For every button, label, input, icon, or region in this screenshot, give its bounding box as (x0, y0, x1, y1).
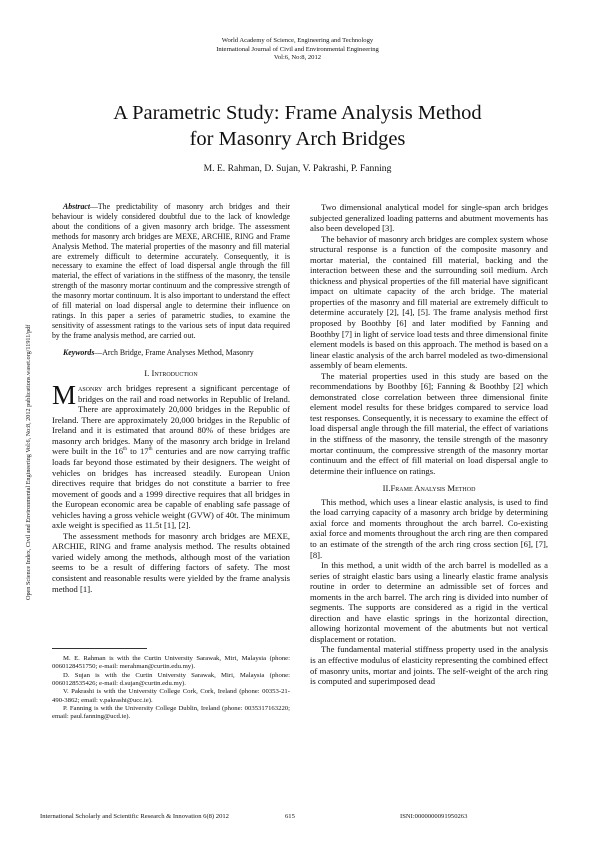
drop-cap: M (52, 380, 77, 411)
body-paragraph: This method, which uses a linear elastic analysis, is used to find the load carrying capacity of a masonry arch bridge by determining axial force and moments throughout the arch barrel. Co-existing axial force and moments throughout the arch ring are then compared to an estimate of the strength of the arch ring cross section [6], [7], [8]. (310, 496, 548, 560)
right-column (310, 202, 548, 687)
intro-paragraph-1 (52, 380, 290, 531)
body-paragraph: The behavior of masonry arch bridges are complex system whose structural response is a function of the composite masonry and mortar material, the contained fill material, backing and the interaction between these and the surrounding soil medium. Arch thickness and physical properties of the fill material have significant impact on ultimate capacity of the arch bridge. The material properties of the masonry and fill material are extremely difficult to determine accurately [2], [4], [5]. The frame analysis method first proposed by Boothby [6] and later modified by Fanning and Boothby [7] in light of service load tests and three dimensional finite element models is based on this approach. The method is based on a linear elastic analysis of the arch barrel modeled as two-dimensional assembly of beam elements. (310, 233, 548, 371)
section-heading-frame-analysis: II.Frame Analysis Method (382, 483, 476, 494)
superscript-th: th (123, 447, 127, 453)
footnote-divider (52, 648, 147, 649)
abstract-label: Abstract (63, 202, 91, 211)
abstract (52, 202, 290, 341)
superscript-th: th (148, 447, 153, 453)
keywords-label: Keywords (63, 347, 95, 357)
footer-isni: ISNI:0000000091950263 (400, 813, 468, 820)
footnote: M. E. Rahman is with the Curtin University Sarawak, Miri, Malaysia (phone: 0060128451750; e-mail: merahman@curtin.edu.my). (52, 655, 290, 671)
intro-text-c: centuries and are now carrying traffic loads far beyond those estimated by their designers. The weight of vehicles on bridges has increased steadily. European Union directives require that bridges do not constitute a barrier to free movement of goods and a 1999 directive requires that all bridges in the European economic area be capable of enabling safe passage of vehicles having a gross vehicle weight (GVW) of 40t. The minimum axle weight is specified as 11.5t [1], [2]. (52, 446, 290, 531)
journal-subtitle: International Journal of Civil and Environmental Engineering (216, 45, 379, 53)
section-heading-introduction: I. Introduction (144, 367, 198, 378)
footer-publisher: International Scholarly and Scientific Research & Innovation 6(8) 2012 (40, 813, 229, 820)
sidebar-citation: Open Science Index, Civil and Environmental Engineering Vol:6, No:8, 2012 publications.waset.org/11911/pdf (25, 324, 32, 600)
paper-title-line-1: A Parametric Study: Frame Analysis Method (113, 102, 482, 124)
intro-text-a: arch bridges represent a significant percentage of bridges on the rail and road networks in Republic of Ireland. There are approximately 20,000 bridges in the Republic of Ireland. There are approximately 20,000 bridges in the Republic of Ireland and it is estimated that around 80% of these bridges are masonry arch bridges. Many of the masonry arch bridge in Ireland were built in the 16 (52, 383, 290, 457)
journal-name: World Academy of Science, Engineering and Technology (221, 37, 374, 44)
left-column (52, 202, 290, 594)
body-paragraph: The fundamental material stiffness property used in the analysis is an effective modulus of elasticity representing the combined effect of masonry units, mortar and joints. The self-weight of the arch ring is computed and superimposed dead (310, 644, 548, 687)
footnote: P. Fanning is with the University College Dublin, Ireland (phone: 0035317163220; email: paul.fanning@ucd.ie). (52, 705, 290, 721)
keywords-text: —Arch Bridge, Frame Analyses Method, Masonry (94, 347, 254, 357)
body-paragraph: The material properties used in this study are based on the recommendations by Boothby [6]; Fanning & Boothby [2] which demonstrated close correlation between three dimensional finite element model results for these bridges compared to service load test responses. Consequently, it is necessary to examine the effect of load dispersal angle through the fill material, the effect of variations in the stiffness of the masonry, the tensile strength of the masonry mortar continuum, the compressive strength of the masonry mortar continuum and the effect of fill material on load dispersal angle to determine their influence on ratings. (310, 370, 548, 476)
intro-text-b: to 17 (126, 446, 149, 457)
paper-title (0, 100, 595, 152)
footnote: V. Pakrashi is with the University College Cork, Cork, Ireland (phone: 00353-21-490-3862; email: v.pakrashi@ucc.ie). (52, 688, 290, 704)
footnote: D. Sujan is with the Curtin University Sarawak, Miri, Malaysia (phone: 0060128535426; e-mail: d.sujan@curtin.edu.my). (52, 671, 290, 688)
paper-title-line-2: for Masonry Arch Bridges (189, 128, 406, 150)
body-paragraph: In this method, a unit width of the arch barrel is modelled as a series of straight elastic bars using a linearly elastic frame analysis routine in order to determine an admissible set of forces and moments in the arch barrel. The arch ring is divided into number of segments. The supports are considered as a rigid in the vertical direction and have elastic springs in the horizontal direction, allowing horizontal movement of the abutments but not vertical displacement or rotation. (310, 560, 548, 644)
footnotes (52, 655, 290, 722)
journal-volume: Vol:6, No:8, 2012 (273, 54, 322, 61)
body-paragraph: Two dimensional analytical model for single-span arch bridges subjected generalized loading patterns and abutment movements has also been developed [3]. (310, 202, 548, 234)
author-list: M. E. Rahman, D. Sujan, V. Pakrashi, P. Fanning (203, 163, 392, 174)
intro-paragraph-2: The assessment methods for masonry arch bridges are MEXE, ARCHIE, RING and frame analysis method. The results obtained varied widely among the methods, although most of the variation seems to be a result of differing factors of safety. The most consistent and reasonable results were yielded by the frame analysis method [1]. (52, 530, 290, 594)
keywords (52, 348, 290, 358)
page-number: 615 (285, 813, 295, 820)
intro-first-word: asonry (78, 383, 103, 394)
abstract-text: —The predictability of masonry arch bridges and their behaviour is widely considered doubtful due to the lack of knowledge about the conditions of a given masonry arch bridge. The assessment methods for masonry arch bridges are MEXE, ARCHIE, RING and Frame Analysis Method. The material properties of the masonry and fill material are extremely difficult to determine accurately. Consequently, it is necessary to examine the effect of load dispersal angle through the fill material, the effect of variations in the stiffness of the masonry, the tensile strength of the masonry mortar continuum and the compressive strength of the masonry mortar continuum. It is also important to understand the effect of fill material on load dispersal angle to determine their influence on ratings. In this paper a series of parametric studies, to examine the sensitivity of assessment ratings to the various sets of input data required by the frame analysis method, are carried out. (52, 202, 290, 340)
